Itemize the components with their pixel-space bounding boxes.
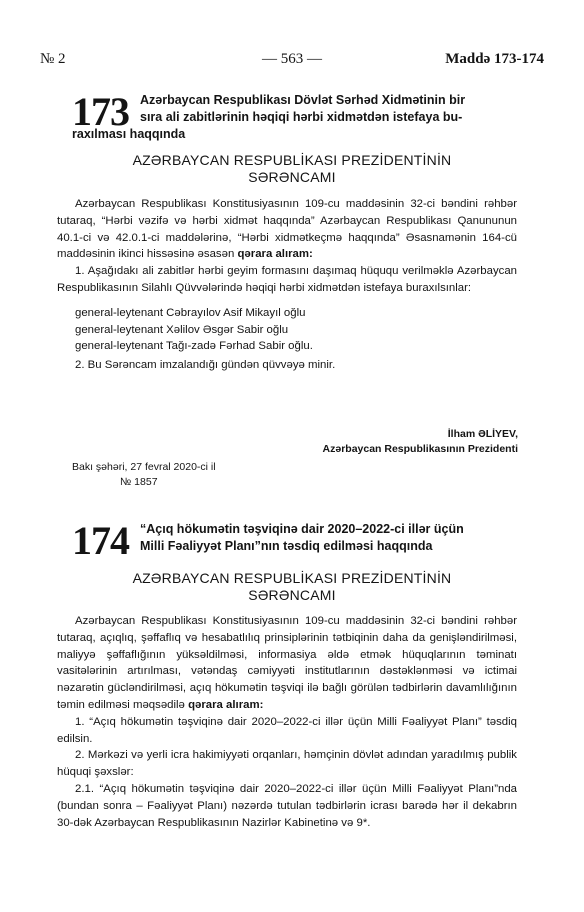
decree-174-number: 174 bbox=[72, 518, 129, 563]
decree-174-body bbox=[57, 613, 517, 831]
decree-174-item-2: 2. Mərkəzi və yerli icra hakimiyyəti orqanları, həmçinin dövlət adından yaradılmış publik hüquqi şəxslər: bbox=[57, 749, 517, 779]
decree-174-heading bbox=[72, 518, 512, 563]
decree-174-subtitle: AZƏRBAYCAN RESPUBLİKASI PREZİDENTİNİN SƏRƏNCAMI bbox=[132, 570, 452, 603]
page-number: — 563 — bbox=[262, 51, 322, 67]
issue-number: № 2 bbox=[40, 51, 66, 67]
decree-173-item-2: 2. Bu Sərəncam imzalandığı gündən qüvvəyə minir. bbox=[75, 359, 336, 372]
decree-174-item-1: 1. “Açıq hökumətin təşviqinə dair 2020–2022-ci illər üçün Milli Fəaliyyət Planı” təsdiq edilsin. bbox=[57, 715, 517, 745]
decree-173-heading bbox=[72, 89, 512, 143]
officer-2: general-leytenant Xəlilov Əsgər Sabir oğlu bbox=[75, 323, 289, 336]
signer-title: Azərbaycan Respublikasının Prezidenti bbox=[322, 443, 518, 455]
decree-173-number: 173 bbox=[72, 89, 129, 134]
decree-174-item-2-1: 2.1. “Açıq hökumətin təşviqinə dair 2020–2022-ci illər üçün Milli Fəaliyyət Planı”nda (bundan sonra – Fəaliyyət Planı) nəzərdə tutulan tədbirlərin icrası barədə hər il dekabrın 30-dək Azərbaycan Respublikasının Nazirlər Kabinetinə və 9*. bbox=[57, 782, 517, 829]
decree-173-signature bbox=[323, 427, 518, 457]
decree-173-doc-number: № 1857 bbox=[120, 476, 158, 488]
article-range: Maddə 173-174 bbox=[445, 51, 544, 67]
officer-1: general-leytenant Cəbrayılov Asif Mikayıl oğlu bbox=[75, 306, 306, 319]
decree-173-place-date: Bakı şəhəri, 27 fevral 2020-ci il № 1857 bbox=[72, 461, 216, 488]
decree-173-body bbox=[57, 196, 517, 374]
decree-174-title: “Açıq hökumətin təşviqinə dair 2020–2022-ci illər üçün Milli Fəaliyyət Planı”nın təsdiq edilməsi haqqında bbox=[140, 522, 464, 553]
signer-name: İlham ƏLİYEV, bbox=[447, 428, 518, 440]
decree-174-preamble: Azərbaycan Respublikası Konstitusiyasının 109-cu maddəsinin 32-ci bəndini rəhbər tutaraq, açıqlıq, şəffaflıq və hesabatlılıq prinsiplərinin tətbiqinin daha da genişləndirilməsi, maliyyə şəffaflığının yüksəldilməsi, informasiya əldə etmək hüquqlarının təminatı vasitələrinin artırılması, vətəndaş cəmiyyəti institutlarının dəstəklənməsi və ictimai nəzarətin gücləndirilməsi, açıq hökumətin təşviqi ilə bağlı görülən tədbirlərin davamlılığının təmin edilməsi məqsədilə qərara alıram: bbox=[57, 615, 517, 711]
decree-173-preamble: Azərbaycan Respublikası Konstitusiyasının 109-cu maddəsinin 32-ci bəndini rəhbər tutaraq, “Hərbi vəzifə və hərbi xidmət haqqında” Azərbaycan Respublikası Qanununun 40.1-ci və 42.0.1-ci maddələrinə, “Hərbi xidmətkeçmə haqqında” Əsasnamənin 164-cü maddəsinin ikinci hissəsinə əsasən qərara alıram: bbox=[57, 198, 517, 261]
decree-173-item-1: 1. Aşağıdakı ali zabitlər hərbi geyim formasını daşımaq hüququ verilməklə Azərbaycan Respublikasının Silahlı Qüvvələrində həqiqi hərbi xidmətdən istefaya buraxılsınlar: bbox=[57, 265, 517, 294]
decree-173-subtitle: AZƏRBAYCAN RESPUBLİKASI PREZİDENTİNİN SƏRƏNCAMI bbox=[132, 152, 452, 185]
running-header bbox=[40, 51, 544, 71]
decree-173-title: Azərbaycan Respublikası Dövlət Sərhəd Xidmətinin bir sıra ali zabitlərinin həqiqi hərbi xidmətdən istefaya bu- raxılması haqqında bbox=[72, 93, 466, 141]
officer-3: general-leytenant Tağı-zadə Fərhad Sabir oğlu. bbox=[75, 340, 313, 353]
